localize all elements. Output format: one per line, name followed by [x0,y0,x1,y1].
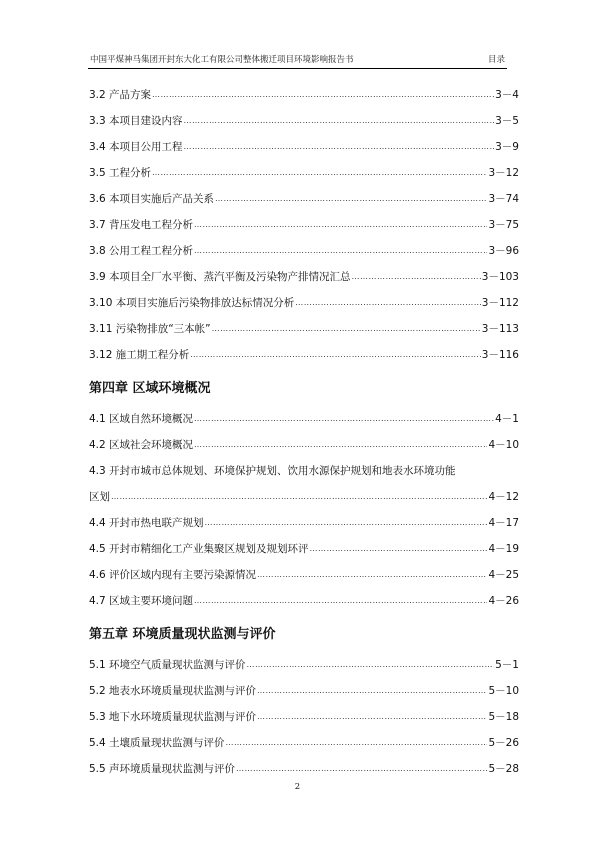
chapter-heading[interactable]: 第四章 区域环境概况 [89,381,211,396]
document-title: 中国平煤神马集团开封东大化工有限公司整体搬迁项目环境影响报告书 [90,55,354,65]
toc-entry-page: 3－5 [495,115,519,127]
toc-entry-label: 3.2 产品方案 [89,89,152,101]
toc-entry-label: 4.4 开封市热电联产规划 [89,517,204,529]
toc-entry-label: 4.1 区域自然环境概况 [89,413,194,425]
toc-entry-label: 4.3 开封市城市总体规划、环境保护规划、饮用水源保护规划和地表水环境功能 [89,465,456,477]
toc-entry[interactable] [89,478,519,504]
toc-entry[interactable] [89,750,519,776]
toc-entry-page: 3－4 [495,89,519,101]
toc-entry-label: 5.4 土壤质量现状监测与评价 [89,737,225,749]
page-number: 2 [294,782,301,792]
toc-entry-page: 3－116 [481,349,519,361]
toc-entry[interactable] [89,724,519,750]
toc-entry[interactable] [89,336,519,362]
toc-entry-page: 3－9 [495,141,519,153]
toc-entry[interactable] [89,646,519,672]
dot-leader [352,270,481,284]
dot-leader [310,542,488,556]
toc-entry-page: 3－112 [481,297,519,309]
dot-leader [212,322,481,336]
toc-entry[interactable] [89,76,519,102]
dot-leader [247,658,495,672]
section-label: 目录 [487,55,505,65]
toc-entry-line[interactable] [89,452,519,478]
toc-entry[interactable] [89,258,519,284]
toc-entry-page: 3－96 [488,245,519,257]
toc-entry[interactable] [89,698,519,724]
dot-leader [111,490,487,504]
toc-entry-label: 5.5 声环境质量现状监测与评价 [89,763,236,775]
page-header [88,52,507,69]
toc-entry[interactable] [89,102,519,128]
toc-entry-label: 3.12 施工期工程分析 [89,349,190,361]
toc-entry-page: 3－12 [488,167,519,179]
dot-leader [152,166,487,180]
toc-entry[interactable] [89,180,519,206]
toc-entry[interactable] [89,582,519,608]
toc-entry[interactable] [89,556,519,582]
dot-leader [194,438,487,452]
toc-entry[interactable] [89,426,519,452]
toc-entry-label: 3.6 本项目实施后产品关系 [89,193,215,205]
toc-entry[interactable] [89,504,519,530]
toc-entry-page: 5－28 [488,763,519,775]
toc-entry-label: 4.7 区域主要环境问题 [89,595,194,607]
toc-entry-label: 3.5 工程分析 [89,167,152,179]
toc-entry-label: 5.3 地下水环境质量现状监测与评价 [89,711,257,723]
toc-entry-page: 5－1 [495,659,519,671]
dot-leader [295,296,481,310]
toc-entry-page: 3－74 [488,193,519,205]
toc-entry-label: 3.7 背压发电工程分析 [89,219,194,231]
toc-entry-label: 3.8 公用工程工程分析 [89,245,194,257]
dot-leader [215,192,487,206]
dot-leader [152,88,494,102]
dot-leader [184,140,495,154]
dot-leader [194,218,487,232]
chapter-heading[interactable]: 第五章 环境质量现状监测与评价 [89,627,276,642]
toc-entry-label: 3.11 污染物排放“三本帐” [89,323,211,335]
toc-entry[interactable] [89,672,519,698]
toc-entry-page: 5－26 [488,737,519,749]
dot-leader [184,114,495,128]
dot-leader [194,412,494,426]
toc-entry-page: 5－10 [488,685,519,697]
toc-entry[interactable] [89,232,519,258]
toc-entry-page: 4－25 [488,569,519,581]
toc-entry-label: 4.5 开封市精细化工产业集聚区规划及规划环评 [89,543,309,555]
toc-entry-page: 3－103 [481,271,519,283]
toc-entry-label: 3.3 本项目建设内容 [89,115,183,127]
dot-leader [236,762,487,776]
toc-entry-page: 4－12 [488,491,519,503]
dot-leader [257,684,487,698]
dot-leader [194,244,487,258]
toc-entry[interactable] [89,284,519,310]
toc-entry-page: 3－75 [488,219,519,231]
toc-entry[interactable] [89,530,519,556]
toc-entry-page: 4－1 [495,413,519,425]
table-of-contents [89,76,519,776]
dot-leader [205,516,488,530]
toc-entry-page: 4－10 [488,439,519,451]
toc-entry-label: 5.2 地表水环境质量现状监测与评价 [89,685,257,697]
toc-entry-page: 4－19 [488,543,519,555]
toc-entry-label: 4.2 区域社会环境概况 [89,439,194,451]
toc-entry[interactable] [89,206,519,232]
toc-entry[interactable] [89,154,519,180]
toc-entry-label: 5.1 环境空气质量现状监测与评价 [89,659,246,671]
toc-entry-page: 4－17 [488,517,519,529]
toc-entry-page: 3－113 [481,323,519,335]
toc-entry[interactable] [89,128,519,154]
toc-entry-label: 区划 [89,491,110,503]
toc-entry-page: 5－18 [488,711,519,723]
dot-leader [194,594,487,608]
toc-entry-label: 3.4 本项目公用工程 [89,141,183,153]
toc-entry-page: 4－26 [488,595,519,607]
dot-leader [257,710,487,724]
toc-entry-label: 3.9 本项目全厂水平衡、蒸汽平衡及污染物产排情况汇总 [89,271,351,283]
dot-leader [257,568,487,582]
toc-entry-label: 4.6 评价区域内现有主要污染源情况 [89,569,257,581]
toc-entry[interactable] [89,400,519,426]
dot-leader [226,736,488,750]
toc-entry-label: 3.10 本项目实施后污染物排放达标情况分析 [89,297,295,309]
toc-entry[interactable] [89,310,519,336]
dot-leader [190,348,481,362]
